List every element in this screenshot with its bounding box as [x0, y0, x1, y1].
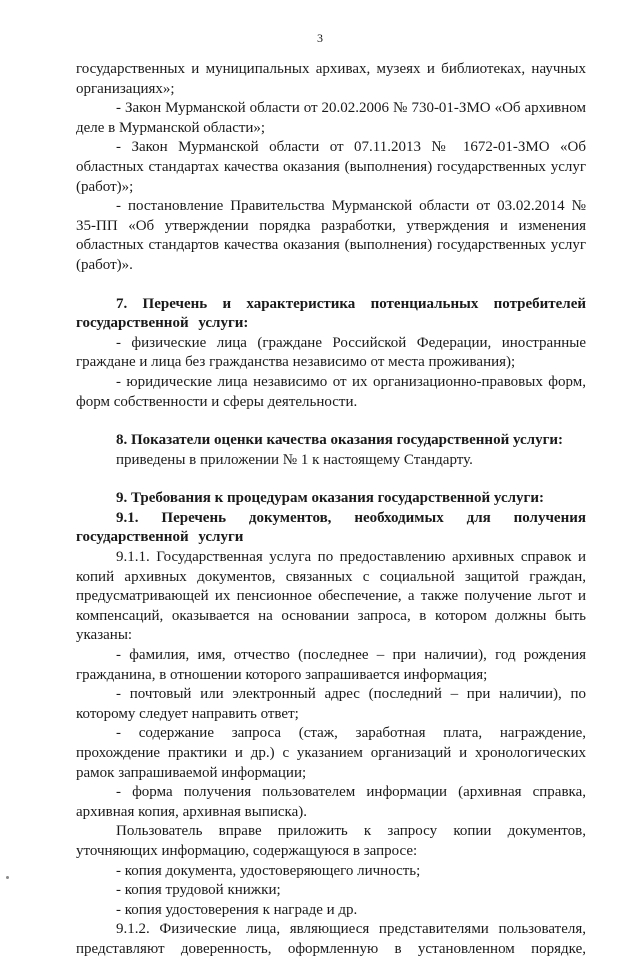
copy-item-award: - копия удостоверения к награде и др. [116, 901, 358, 918]
scan-speck [6, 876, 9, 879]
section-9-heading: 9. Требования к процедурам оказания государственной услуги: [116, 490, 544, 507]
request-item-form: - форма получения пользователем информации (архивная справка, архивная копия, архивная выписка). [76, 784, 586, 820]
section-7-heading: 7. Перечень и характеристика потенциальных потребителей государственной услуги: [76, 295, 586, 332]
paragraph-continuation: государственных и муниципальных архивах, музеях и библиотеках, научных организациях»; [76, 61, 586, 97]
section-9-1-subheading: 9.1. Перечень документов, необходимых для получения государственной услуги [76, 509, 586, 546]
paragraph-user-may-attach: Пользователь вправе приложить к запросу копии документов, уточняющих информацию, содержащуюся в запросе: [76, 823, 586, 859]
copy-item-workbook: - копия трудовой книжки; [116, 882, 281, 899]
document-body [76, 60, 586, 960]
paragraph-government-resolution: - постановление Правительства Мурманской области от 03.02.2014 № 35-ПП «Об утверждении порядка разработки, утверждения и изменения областных стандартов качества оказания (выполнения) государственных услуг (работ)». [76, 198, 586, 273]
section-7-item-legal-entities: - юридические лица независимо от их организационно-правовых форм, форм собственности и сферы деятельности. [76, 373, 586, 410]
section-8-heading: 8. Показатели оценки качества оказания государственной услуги: [116, 432, 564, 449]
copy-item-identity: - копия документа, удостоверяющего личность; [116, 862, 421, 879]
page-number: 3 [317, 31, 323, 45]
section-8-text: приведены в приложении № 1 к настоящему Стандарту. [116, 451, 473, 468]
section-7-item-individuals: - физические лица (граждане Российской Федерации, иностранные граждане и лица без гражданства независимо от места проживания); [76, 334, 586, 371]
paragraph-law-standards: - Закон Мурманской области от 07.11.2013 № 1672-01-ЗМО «Об областных стандартах качества оказания (выполнения) государственных услуг (работ)»; [76, 139, 586, 195]
paragraph-9-1-2: 9.1.2. Физические лица, являющиеся представителями пользователя, представляют доверенность, оформленную в установленном порядке, [76, 921, 586, 957]
request-item-address: - почтовый или электронный адрес (последний – при наличии), по которому следует направить ответ; [76, 686, 586, 722]
request-item-name: - фамилия, имя, отчество (последнее – при наличии), год рождения гражданина, в отношении которого запрашивается информация; [76, 647, 586, 683]
request-item-content: - содержание запроса (стаж, заработная плата, награждение, прохождение практики и др.) с указанием организаций и хронологических рамок запрашиваемой информации; [76, 725, 586, 781]
paragraph-law-archival: - Закон Мурманской области от 20.02.2006 № 730-01-ЗМО «Об архивном деле в Мурманской области»; [76, 100, 586, 136]
paragraph-9-1-1: 9.1.1. Государственная услуга по предоставлению архивных справок и копий архивных документов, связанных с социальной защитой граждан, предусматривающей их пенсионное обеспечение, а также получение льгот и компенсаций, оказывается на основании запроса, в котором должны быть указаны: [76, 549, 586, 644]
